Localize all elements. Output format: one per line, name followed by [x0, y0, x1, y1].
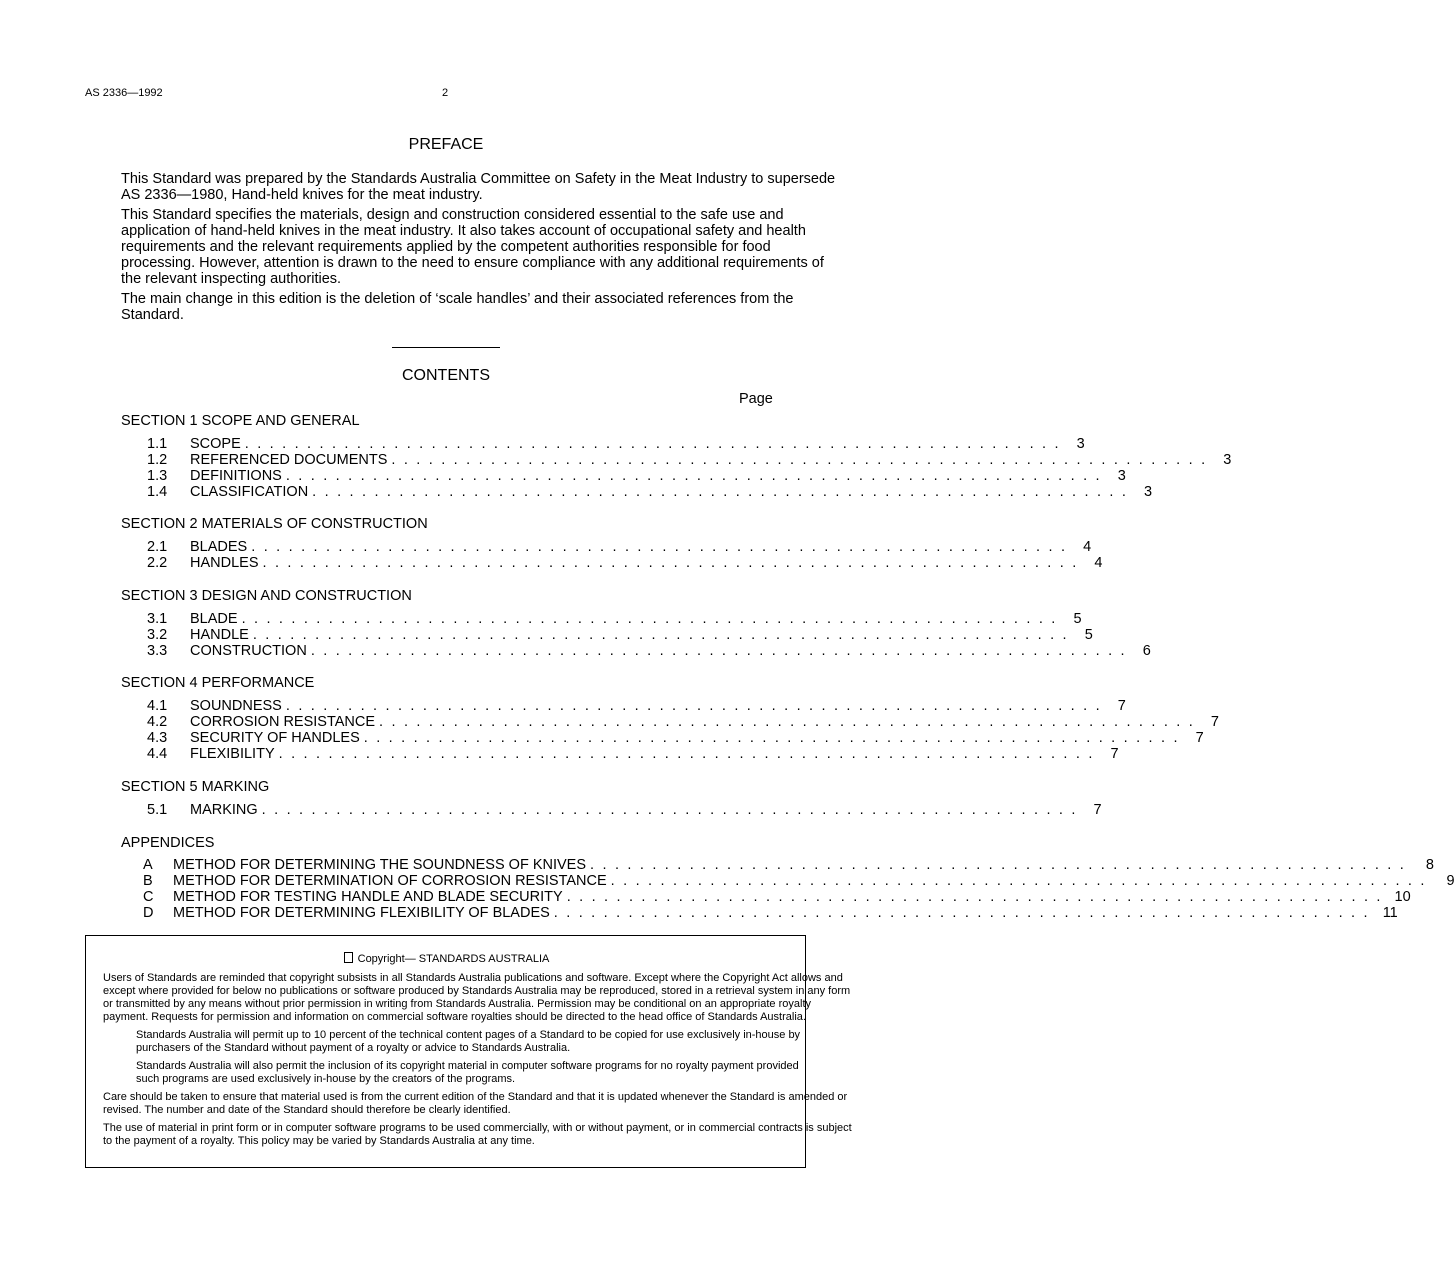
toc-entry-title: BLADES: [190, 539, 248, 555]
toc-entry-number: 4.1: [147, 698, 168, 714]
preface-paragraph: This Standard specifies the materials, design and construction considered essential to the safe use and application of hand-held knives in the meat industry. It also takes account of occupational safety and health requirements and the relevant requirements applied by the competent authorities responsible for food processing. However, attention is drawn to the need to ensure compliance with any additional requirements of the relevant inspecting authorities.: [121, 207, 824, 287]
toc-entry-title: CLASSIFICATION: [190, 484, 309, 500]
toc-entry-page: 7: [1195, 730, 1204, 746]
appendix-letter: B: [143, 873, 153, 889]
appendix-title: METHOD FOR DETERMINING THE SOUNDNESS OF KNIVES: [173, 857, 587, 873]
copyright-body: [103, 972, 855, 1153]
toc-entry[interactable]: [147, 802, 1102, 818]
dot-leader: . . . . . . . . . . . . . . . . . . . . . . . . . . . . . . . . . . . . . . . . . . . . . . . . . . . . . . . . . . . . . . . . . .: [285, 468, 1102, 484]
toc-entry-number: 1.3: [147, 468, 168, 484]
copyright-indented-paragraph: Standards Australia will also permit the inclusion of its copyright material in computer software programs for no royalty payment provided such programs are used exclusively in-house by the creators of the programs.: [136, 1060, 799, 1085]
toc-entry-page: 7: [1117, 698, 1126, 714]
copyright-title-text: Copyright— STANDARDS AUSTRALIA: [357, 953, 550, 965]
copyright-title: [86, 952, 807, 965]
toc-entry[interactable]: [147, 611, 1082, 627]
toc-entry-title: CONSTRUCTION: [190, 643, 307, 659]
appendix-page: 11: [1382, 905, 1398, 921]
appendix-letter: C: [143, 889, 154, 905]
dot-leader: . . . . . . . . . . . . . . . . . . . . . . . . . . . . . . . . . . . . . . . . . . . . . . . . . . . . . . . . . . . . . . . . . .: [553, 905, 1370, 921]
section-divider: [392, 347, 500, 348]
toc-entry-title: SECURITY OF HANDLES: [190, 730, 360, 746]
toc-entry-title: MARKING: [190, 802, 258, 818]
appendix-entry[interactable]: [143, 857, 1434, 873]
toc-entry[interactable]: [147, 555, 1103, 571]
toc-entry-title: SOUNDNESS: [190, 698, 282, 714]
toc-entry-page: 3: [1144, 484, 1153, 500]
appendix-entry[interactable]: [143, 873, 1455, 889]
toc-entry-title: HANDLES: [190, 555, 259, 571]
toc-entry[interactable]: [147, 746, 1119, 762]
appendix-title: METHOD FOR DETERMINATION OF CORROSION RESISTANCE: [173, 873, 607, 889]
toc-entry[interactable]: [147, 698, 1126, 714]
appendix-page: 9: [1446, 873, 1455, 889]
appendix-entry[interactable]: [143, 905, 1398, 921]
dot-leader: . . . . . . . . . . . . . . . . . . . . . . . . . . . . . . . . . . . . . . . . . . . . . . . . . . . . . . . . . . . . . . . . . .: [391, 452, 1208, 468]
appendix-entry[interactable]: [143, 889, 1411, 905]
toc-entry-title: SCOPE: [190, 436, 241, 452]
toc-entry[interactable]: [147, 468, 1126, 484]
toc-entry[interactable]: [147, 539, 1092, 555]
section-title: SECTION 2 MATERIALS OF CONSTRUCTION: [121, 516, 428, 532]
dot-leader: . . . . . . . . . . . . . . . . . . . . . . . . . . . . . . . . . . . . . . . . . . . . . . . . . . . . . . . . . . . . . . . . . .: [590, 857, 1406, 873]
dot-leader: . . . . . . . . . . . . . . . . . . . . . . . . . . . . . . . . . . . . . . . . . . . . . . . . . . . . . . . . . . . . . . . . . .: [310, 643, 1127, 659]
toc-entry-page: 7: [1210, 714, 1219, 730]
toc-entry-title: BLADE: [190, 611, 238, 627]
toc-entry-page: 3: [1076, 436, 1085, 452]
toc-entry[interactable]: [147, 627, 1093, 643]
page-column-label: Page: [739, 391, 773, 407]
dot-leader: . . . . . . . . . . . . . . . . . . . . . . . . . . . . . . . . . . . . . . . . . . . . . . . . . . . . . . . . . . . . . . . . . .: [363, 730, 1180, 746]
toc-entry-number: 4.4: [147, 746, 168, 762]
preface-paragraph: This Standard was prepared by the Standards Australia Committee on Safety in the Meat Industry to supersede AS 2336—1980, Hand-held knives for the meat industry.: [121, 171, 836, 203]
dot-leader: . . . . . . . . . . . . . . . . . . . . . . . . . . . . . . . . . . . . . . . . . . . . . . . . . . . . . . . . . . . . . . . . . .: [261, 802, 1078, 818]
toc-entry-page: 3: [1117, 468, 1126, 484]
toc-entry-page: 5: [1073, 611, 1082, 627]
copyright-notice: [85, 935, 852, 1168]
preface-paragraph: The main change in this edition is the deletion of ‘scale handles’ and their associated references from the Standard.: [121, 291, 794, 323]
toc-entry-page: 7: [1110, 746, 1119, 762]
copyright-symbol-icon: [344, 952, 353, 963]
toc-entry-page: 5: [1084, 627, 1093, 643]
dot-leader: . . . . . . . . . . . . . . . . . . . . . . . . . . . . . . . . . . . . . . . . . . . . . . . . . . . . . . . . . . . . . . . . . .: [312, 484, 1129, 500]
copyright-paragraph: Care should be taken to ensure that material used is from the current edition of the Standard and that it is updated whenever the Standard is amended or revised. The number and date of the Standard should therefore be clearly identified.: [103, 1091, 848, 1116]
toc-entry[interactable]: [147, 452, 1232, 468]
appendix-page: 10: [1394, 889, 1411, 905]
toc-entry-title: FLEXIBILITY: [190, 746, 275, 762]
page-number: 2: [442, 87, 449, 99]
toc-entry-number: 1.1: [147, 436, 168, 452]
toc-entry-title: DEFINITIONS: [190, 468, 282, 484]
toc-entry-number: 1.4: [147, 484, 168, 500]
dot-leader: . . . . . . . . . . . . . . . . . . . . . . . . . . . . . . . . . . . . . . . . . . . . . . . . . . . . . . . . . . . . . . . . . .: [566, 889, 1383, 905]
copyright-indented-paragraph: Standards Australia will permit up to 10 percent of the technical content pages of a Standard to be copied for use exclusively in-house by purchasers of the Standard without payment of a royalty or advice to Standards Australia.: [136, 1029, 801, 1054]
toc-entry-number: 3.1: [147, 611, 168, 627]
dot-leader: . . . . . . . . . . . . . . . . . . . . . . . . . . . . . . . . . . . . . . . . . . . . . . . . . . . . . . . . . . . . . . . . . .: [252, 627, 1069, 643]
appendix-letter: D: [143, 905, 154, 921]
dot-leader: . . . . . . . . . . . . . . . . . . . . . . . . . . . . . . . . . . . . . . . . . . . . . . . . . . . . . . . . . . . . . . . . . .: [241, 611, 1058, 627]
toc-entry-number: 3.3: [147, 643, 168, 659]
section-title: SECTION 4 PERFORMANCE: [121, 675, 315, 691]
toc-entry-page: 6: [1142, 643, 1151, 659]
preface-body: [121, 171, 846, 327]
section-title: SECTION 5 MARKING: [121, 779, 270, 795]
toc-entry[interactable]: [147, 484, 1153, 500]
dot-leader: . . . . . . . . . . . . . . . . . . . . . . . . . . . . . . . . . . . . . . . . . . . . . . . . . . . . . . . . . . . . . . . . . .: [278, 746, 1095, 762]
dot-leader: . . . . . . . . . . . . . . . . . . . . . . . . . . . . . . . . . . . . . . . . . . . . . . . . . . . . . . . . . . . . . . . . . .: [285, 698, 1102, 714]
document-id: AS 2336—1992: [85, 87, 163, 99]
toc-entry-page: 7: [1093, 802, 1102, 818]
appendix-page: 8: [1425, 857, 1434, 873]
appendices-title: APPENDICES: [121, 835, 215, 851]
appendix-title: METHOD FOR DETERMINING FLEXIBILITY OF BLADES: [173, 905, 550, 921]
dot-leader: . . . . . . . . . . . . . . . . . . . . . . . . . . . . . . . . . . . . . . . . . . . . . . . . . . . . . . . . . . . . . . . . . .: [244, 436, 1061, 452]
dot-leader: . . . . . . . . . . . . . . . . . . . . . . . . . . . . . . . . . . . . . . . . . . . . . . . . . . . . . . . . . . . . . . . . . .: [251, 539, 1068, 555]
dot-leader: . . . . . . . . . . . . . . . . . . . . . . . . . . . . . . . . . . . . . . . . . . . . . . . . . . . . . . . . . . . . . . . . . .: [379, 714, 1195, 730]
copyright-paragraph: The use of material in print form or in computer software programs to be used commercially, with or without payment, or in commercial contracts is subject to the payment of a royalty. This policy may be varied by Standards Australia at any time.: [103, 1122, 852, 1147]
toc-entry-number: 5.1: [147, 802, 168, 818]
toc-entry-title: REFERENCED DOCUMENTS: [190, 452, 388, 468]
section-title: SECTION 1 SCOPE AND GENERAL: [121, 413, 360, 429]
toc-entry[interactable]: [147, 436, 1085, 452]
toc-entry-number: 1.2: [147, 452, 168, 468]
toc-entry-title: CORROSION RESISTANCE: [190, 714, 376, 730]
dot-leader: . . . . . . . . . . . . . . . . . . . . . . . . . . . . . . . . . . . . . . . . . . . . . . . . . . . . . . . . . . . . . . . . . .: [610, 873, 1427, 889]
toc-entry[interactable]: [147, 730, 1204, 746]
copyright-paragraph: Users of Standards are reminded that copyright subsists in all Standards Australia publications and software. Except where the Copyright Act allows and except where provided for below no publications or software produced by Standards Australia may be reproduced, stored in a retrieval system in any form or transmitted by any means without prior permission in writing from Standards Australia. Permission may be conditional on an appropriate royalty payment. Requests for permission and information on commercial software royalties should be directed to the head office of Standards Australia.: [103, 972, 851, 1023]
toc-entry-title: HANDLE: [190, 627, 249, 643]
toc-entry[interactable]: [147, 643, 1151, 659]
toc-entry-number: 2.1: [147, 539, 168, 555]
toc-entry[interactable]: [147, 714, 1219, 730]
toc-entry-number: 4.3: [147, 730, 168, 746]
preface-heading: PREFACE: [408, 136, 484, 153]
toc-entry-page: 4: [1083, 539, 1092, 555]
toc-entry-number: 2.2: [147, 555, 168, 571]
toc-entry-page: 3: [1223, 452, 1232, 468]
section-title: SECTION 3 DESIGN AND CONSTRUCTION: [121, 588, 412, 604]
contents-heading: CONTENTS: [402, 367, 490, 384]
appendix-title: METHOD FOR TESTING HANDLE AND BLADE SECURITY: [173, 889, 563, 905]
toc-entry-number: 4.2: [147, 714, 168, 730]
dot-leader: . . . . . . . . . . . . . . . . . . . . . . . . . . . . . . . . . . . . . . . . . . . . . . . . . . . . . . . . . . . . . . . . . .: [262, 555, 1079, 571]
toc-entry-page: 4: [1094, 555, 1103, 571]
toc-entry-number: 3.2: [147, 627, 168, 643]
appendix-letter: A: [143, 857, 153, 873]
